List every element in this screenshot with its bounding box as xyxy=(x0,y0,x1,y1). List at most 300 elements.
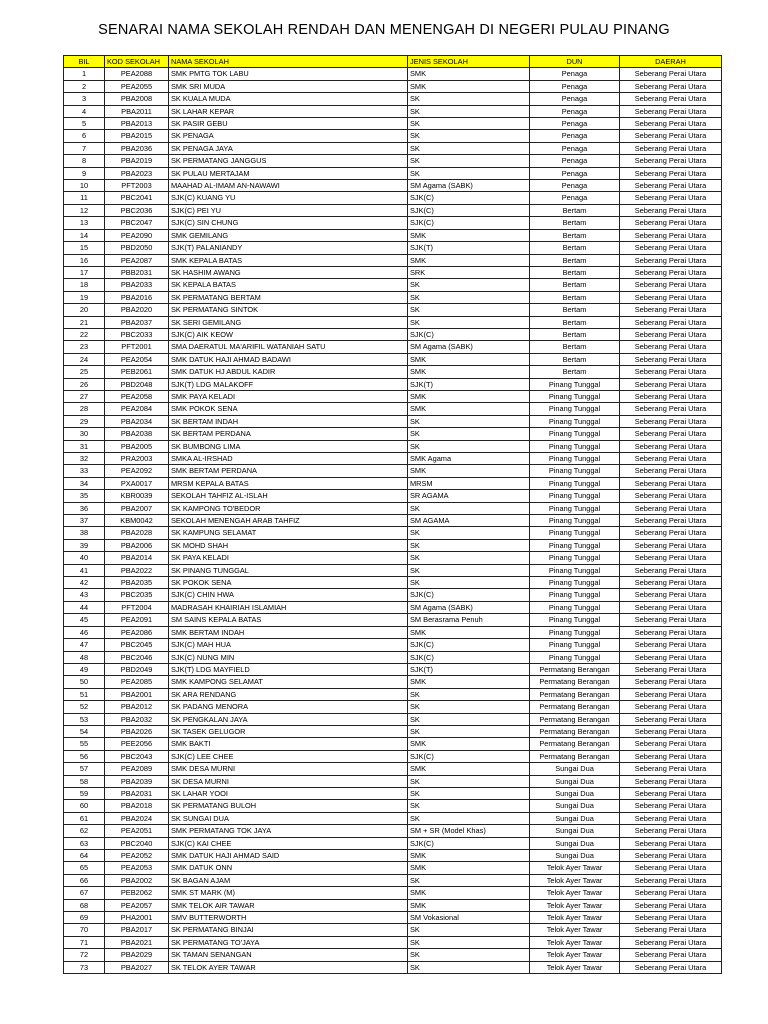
table-row xyxy=(64,353,722,365)
cell-bil: 7 xyxy=(64,142,105,154)
cell-nama-sekolah: SMK BAKTI xyxy=(169,738,408,750)
cell-dun: Telok Ayer Tawar xyxy=(530,862,620,874)
cell-kod-sekolah: PEA2087 xyxy=(105,254,169,266)
cell-kod-sekolah: PEE2056 xyxy=(105,738,169,750)
cell-nama-sekolah: SJK(C) KAI CHEE xyxy=(169,837,408,849)
table-row xyxy=(64,229,722,241)
cell-kod-sekolah: PEA2084 xyxy=(105,403,169,415)
cell-daerah: Seberang Perai Utara xyxy=(620,539,722,551)
cell-nama-sekolah: SMK DATUK ONN xyxy=(169,862,408,874)
table-row xyxy=(64,961,722,973)
cell-bil: 49 xyxy=(64,663,105,675)
table-row xyxy=(64,750,722,762)
cell-dun: Permatang Berangan xyxy=(530,725,620,737)
cell-kod-sekolah: PBC2045 xyxy=(105,639,169,651)
cell-kod-sekolah: PBA2035 xyxy=(105,577,169,589)
table-row xyxy=(64,899,722,911)
cell-dun: Bertam xyxy=(530,316,620,328)
page-title: SENARAI NAMA SEKOLAH RENDAH DAN MENENGAH DI NEGERI PULAU PINANG xyxy=(98,22,670,38)
cell-dun: Pinang Tunggal xyxy=(530,564,620,576)
cell-jenis-sekolah: SK xyxy=(408,279,530,291)
cell-daerah: Seberang Perai Utara xyxy=(620,105,722,117)
cell-bil: 46 xyxy=(64,626,105,638)
cell-dun: Sungai Dua xyxy=(530,837,620,849)
cell-jenis-sekolah: SK xyxy=(408,527,530,539)
cell-daerah: Seberang Perai Utara xyxy=(620,502,722,514)
cell-nama-sekolah: SMK BERTAM PERDANA xyxy=(169,465,408,477)
cell-jenis-sekolah: SK xyxy=(408,701,530,713)
cell-jenis-sekolah: SJK(C) xyxy=(408,589,530,601)
cell-daerah: Seberang Perai Utara xyxy=(620,837,722,849)
cell-daerah: Seberang Perai Utara xyxy=(620,601,722,613)
cell-bil: 28 xyxy=(64,403,105,415)
cell-daerah: Seberang Perai Utara xyxy=(620,961,722,973)
cell-kod-sekolah: PEA2085 xyxy=(105,676,169,688)
cell-bil: 50 xyxy=(64,676,105,688)
table-row xyxy=(64,192,722,204)
cell-dun: Pinang Tunggal xyxy=(530,527,620,539)
cell-bil: 71 xyxy=(64,936,105,948)
cell-kod-sekolah: PBC2043 xyxy=(105,750,169,762)
cell-kod-sekolah: KBR0039 xyxy=(105,490,169,502)
cell-dun: Bertam xyxy=(530,366,620,378)
cell-daerah: Seberang Perai Utara xyxy=(620,390,722,402)
cell-bil: 47 xyxy=(64,639,105,651)
cell-daerah: Seberang Perai Utara xyxy=(620,167,722,179)
cell-nama-sekolah: SK PULAU MERTAJAM xyxy=(169,167,408,179)
cell-jenis-sekolah: SJK(C) xyxy=(408,192,530,204)
cell-daerah: Seberang Perai Utara xyxy=(620,701,722,713)
cell-kod-sekolah: PEA2088 xyxy=(105,68,169,80)
cell-kod-sekolah: PBA2020 xyxy=(105,304,169,316)
table-row xyxy=(64,601,722,613)
cell-nama-sekolah: SK BERTAM INDAH xyxy=(169,415,408,427)
cell-nama-sekolah: SMK TELOK AIR TAWAR xyxy=(169,899,408,911)
cell-dun: Penaga xyxy=(530,142,620,154)
table-row xyxy=(64,701,722,713)
cell-jenis-sekolah: SMK Agama xyxy=(408,453,530,465)
cell-dun: Pinang Tunggal xyxy=(530,453,620,465)
cell-kod-sekolah: PBC2033 xyxy=(105,328,169,340)
table-row xyxy=(64,775,722,787)
cell-jenis-sekolah: SK xyxy=(408,874,530,886)
cell-dun: Penaga xyxy=(530,68,620,80)
cell-nama-sekolah: SK PERMATANG BULOH xyxy=(169,800,408,812)
cell-daerah: Seberang Perai Utara xyxy=(620,80,722,92)
cell-daerah: Seberang Perai Utara xyxy=(620,291,722,303)
cell-nama-sekolah: SK PADANG MENORA xyxy=(169,701,408,713)
cell-nama-sekolah: SMK POKOK SENA xyxy=(169,403,408,415)
cell-dun: Telok Ayer Tawar xyxy=(530,887,620,899)
cell-jenis-sekolah: SK xyxy=(408,142,530,154)
cell-dun: Pinang Tunggal xyxy=(530,539,620,551)
cell-kod-sekolah: PEB2061 xyxy=(105,366,169,378)
cell-jenis-sekolah: SK xyxy=(408,725,530,737)
cell-nama-sekolah: SK PENAGA xyxy=(169,130,408,142)
cell-bil: 57 xyxy=(64,763,105,775)
cell-bil: 62 xyxy=(64,825,105,837)
cell-jenis-sekolah: SK xyxy=(408,924,530,936)
cell-daerah: Seberang Perai Utara xyxy=(620,589,722,601)
cell-dun: Bertam xyxy=(530,242,620,254)
cell-jenis-sekolah: SK xyxy=(408,415,530,427)
table-row xyxy=(64,515,722,527)
cell-nama-sekolah: SK KEPALA BATAS xyxy=(169,279,408,291)
cell-jenis-sekolah: SMK xyxy=(408,68,530,80)
cell-nama-sekolah: SK PERMATANG SINTOK xyxy=(169,304,408,316)
cell-daerah: Seberang Perai Utara xyxy=(620,725,722,737)
cell-bil: 61 xyxy=(64,812,105,824)
cell-daerah: Seberang Perai Utara xyxy=(620,639,722,651)
cell-daerah: Seberang Perai Utara xyxy=(620,515,722,527)
cell-jenis-sekolah: SJK(C) xyxy=(408,837,530,849)
cell-nama-sekolah: SK BERTAM PERDANA xyxy=(169,428,408,440)
cell-jenis-sekolah: SK xyxy=(408,812,530,824)
cell-nama-sekolah: SK DESA MURNI xyxy=(169,775,408,787)
cell-daerah: Seberang Perai Utara xyxy=(620,229,722,241)
cell-jenis-sekolah: SK xyxy=(408,775,530,787)
cell-nama-sekolah: MRSM KEPALA BATAS xyxy=(169,477,408,489)
cell-bil: 52 xyxy=(64,701,105,713)
table-row xyxy=(64,614,722,626)
cell-kod-sekolah: PBA2028 xyxy=(105,527,169,539)
cell-nama-sekolah: SK POKOK SENA xyxy=(169,577,408,589)
cell-daerah: Seberang Perai Utara xyxy=(620,180,722,192)
table-row xyxy=(64,204,722,216)
cell-kod-sekolah: PBA2036 xyxy=(105,142,169,154)
table-row xyxy=(64,130,722,142)
cell-jenis-sekolah: SK xyxy=(408,118,530,130)
cell-bil: 30 xyxy=(64,428,105,440)
cell-daerah: Seberang Perai Utara xyxy=(620,763,722,775)
cell-jenis-sekolah: SK xyxy=(408,130,530,142)
cell-jenis-sekolah: SMK xyxy=(408,763,530,775)
cell-dun: Bertam xyxy=(530,341,620,353)
table-row xyxy=(64,328,722,340)
cell-jenis-sekolah: SK xyxy=(408,167,530,179)
table-row xyxy=(64,552,722,564)
table-row xyxy=(64,725,722,737)
cell-nama-sekolah: SK TAMAN SENANGAN xyxy=(169,949,408,961)
cell-kod-sekolah: PBA2012 xyxy=(105,701,169,713)
cell-nama-sekolah: SMK KEPALA BATAS xyxy=(169,254,408,266)
cell-bil: 1 xyxy=(64,68,105,80)
cell-jenis-sekolah: SJK(T) xyxy=(408,378,530,390)
cell-jenis-sekolah: SK xyxy=(408,787,530,799)
cell-bil: 5 xyxy=(64,118,105,130)
cell-jenis-sekolah: SMK xyxy=(408,390,530,402)
cell-bil: 8 xyxy=(64,155,105,167)
cell-nama-sekolah: SMA DAERATUL MA'ARIFIL WATANIAH SATU xyxy=(169,341,408,353)
cell-dun: Penaga xyxy=(530,93,620,105)
cell-bil: 59 xyxy=(64,787,105,799)
header-nama-sekolah: NAMA SEKOLAH xyxy=(169,56,408,68)
cell-daerah: Seberang Perai Utara xyxy=(620,93,722,105)
cell-kod-sekolah: PBA2007 xyxy=(105,502,169,514)
cell-jenis-sekolah: SK xyxy=(408,949,530,961)
table-row xyxy=(64,800,722,812)
cell-daerah: Seberang Perai Utara xyxy=(620,453,722,465)
table-row xyxy=(64,279,722,291)
table-row xyxy=(64,80,722,92)
cell-jenis-sekolah: SMK xyxy=(408,899,530,911)
table-row xyxy=(64,936,722,948)
table-row xyxy=(64,589,722,601)
cell-jenis-sekolah: SMK xyxy=(408,80,530,92)
cell-nama-sekolah: SMK DESA MURNI xyxy=(169,763,408,775)
cell-daerah: Seberang Perai Utara xyxy=(620,328,722,340)
table-row xyxy=(64,837,722,849)
cell-kod-sekolah: PBC2035 xyxy=(105,589,169,601)
cell-daerah: Seberang Perai Utara xyxy=(620,738,722,750)
cell-nama-sekolah: SMK PMTG TOK LABU xyxy=(169,68,408,80)
table-row xyxy=(64,378,722,390)
cell-nama-sekolah: SK TASEK GELUGOR xyxy=(169,725,408,737)
cell-kod-sekolah: PBA2017 xyxy=(105,924,169,936)
cell-kod-sekolah: PBA2006 xyxy=(105,539,169,551)
cell-dun: Telok Ayer Tawar xyxy=(530,899,620,911)
cell-daerah: Seberang Perai Utara xyxy=(620,936,722,948)
table-row xyxy=(64,949,722,961)
cell-nama-sekolah: SJK(C) MAH HUA xyxy=(169,639,408,651)
cell-kod-sekolah: PBA2023 xyxy=(105,167,169,179)
cell-dun: Bertam xyxy=(530,217,620,229)
cell-kod-sekolah: PEA2086 xyxy=(105,626,169,638)
cell-nama-sekolah: SK PENAGA JAYA xyxy=(169,142,408,154)
cell-nama-sekolah: SK PAYA KELADI xyxy=(169,552,408,564)
cell-bil: 18 xyxy=(64,279,105,291)
cell-daerah: Seberang Perai Utara xyxy=(620,440,722,452)
cell-dun: Telok Ayer Tawar xyxy=(530,936,620,948)
table-row xyxy=(64,440,722,452)
cell-daerah: Seberang Perai Utara xyxy=(620,341,722,353)
cell-bil: 4 xyxy=(64,105,105,117)
cell-daerah: Seberang Perai Utara xyxy=(620,614,722,626)
cell-dun: Telok Ayer Tawar xyxy=(530,949,620,961)
cell-dun: Bertam xyxy=(530,229,620,241)
cell-dun: Permatang Berangan xyxy=(530,676,620,688)
cell-nama-sekolah: SK KAMPUNG SELAMAT xyxy=(169,527,408,539)
table-row xyxy=(64,453,722,465)
cell-jenis-sekolah: SK xyxy=(408,428,530,440)
cell-daerah: Seberang Perai Utara xyxy=(620,663,722,675)
cell-bil: 19 xyxy=(64,291,105,303)
cell-kod-sekolah: PEA2058 xyxy=(105,390,169,402)
cell-daerah: Seberang Perai Utara xyxy=(620,527,722,539)
cell-nama-sekolah: SMK SRI MUDA xyxy=(169,80,408,92)
cell-kod-sekolah: PFT2004 xyxy=(105,601,169,613)
cell-bil: 38 xyxy=(64,527,105,539)
cell-bil: 35 xyxy=(64,490,105,502)
table-row xyxy=(64,812,722,824)
cell-kod-sekolah: PBA2034 xyxy=(105,415,169,427)
cell-daerah: Seberang Perai Utara xyxy=(620,651,722,663)
cell-daerah: Seberang Perai Utara xyxy=(620,577,722,589)
cell-bil: 39 xyxy=(64,539,105,551)
cell-dun: Pinang Tunggal xyxy=(530,477,620,489)
cell-nama-sekolah: SK SERI GEMILANG xyxy=(169,316,408,328)
cell-dun: Pinang Tunggal xyxy=(530,589,620,601)
cell-daerah: Seberang Perai Utara xyxy=(620,552,722,564)
table-row xyxy=(64,266,722,278)
table-row xyxy=(64,688,722,700)
cell-bil: 20 xyxy=(64,304,105,316)
cell-jenis-sekolah: SK xyxy=(408,291,530,303)
cell-daerah: Seberang Perai Utara xyxy=(620,366,722,378)
cell-jenis-sekolah: SJK(T) xyxy=(408,663,530,675)
table-row xyxy=(64,862,722,874)
cell-dun: Pinang Tunggal xyxy=(530,601,620,613)
cell-jenis-sekolah: SR AGAMA xyxy=(408,490,530,502)
cell-bil: 53 xyxy=(64,713,105,725)
table-row xyxy=(64,924,722,936)
cell-bil: 24 xyxy=(64,353,105,365)
cell-daerah: Seberang Perai Utara xyxy=(620,155,722,167)
cell-bil: 11 xyxy=(64,192,105,204)
cell-jenis-sekolah: SMK xyxy=(408,366,530,378)
table-row xyxy=(64,428,722,440)
school-table xyxy=(63,55,722,974)
cell-jenis-sekolah: SK xyxy=(408,936,530,948)
cell-nama-sekolah: SK PINANG TUNGGAL xyxy=(169,564,408,576)
cell-jenis-sekolah: SMK xyxy=(408,887,530,899)
cell-bil: 45 xyxy=(64,614,105,626)
table-row xyxy=(64,539,722,551)
cell-kod-sekolah: PBA2026 xyxy=(105,725,169,737)
table-row xyxy=(64,180,722,192)
cell-bil: 67 xyxy=(64,887,105,899)
table-row xyxy=(64,341,722,353)
cell-nama-sekolah: SJK(T) LDG MAYFIELD xyxy=(169,663,408,675)
cell-kod-sekolah: PEA2057 xyxy=(105,899,169,911)
table-row xyxy=(64,155,722,167)
cell-jenis-sekolah: SMK xyxy=(408,626,530,638)
cell-dun: Pinang Tunggal xyxy=(530,639,620,651)
cell-kod-sekolah: PBC2036 xyxy=(105,204,169,216)
cell-daerah: Seberang Perai Utara xyxy=(620,825,722,837)
table-row xyxy=(64,663,722,675)
cell-dun: Penaga xyxy=(530,180,620,192)
cell-bil: 14 xyxy=(64,229,105,241)
table-row xyxy=(64,527,722,539)
cell-kod-sekolah: PBA2039 xyxy=(105,775,169,787)
cell-nama-sekolah: MADRASAH KHAIRIAH ISLAMIAH xyxy=(169,601,408,613)
cell-dun: Permatang Berangan xyxy=(530,701,620,713)
cell-bil: 54 xyxy=(64,725,105,737)
cell-daerah: Seberang Perai Utara xyxy=(620,217,722,229)
table-row xyxy=(64,874,722,886)
cell-kod-sekolah: PEA2051 xyxy=(105,825,169,837)
cell-jenis-sekolah: SJK(C) xyxy=(408,328,530,340)
cell-jenis-sekolah: SK xyxy=(408,440,530,452)
cell-nama-sekolah: SM SAINS KEPALA BATAS xyxy=(169,614,408,626)
cell-kod-sekolah: PEB2062 xyxy=(105,887,169,899)
header-daerah: DAERAH xyxy=(620,56,722,68)
cell-dun: Bertam xyxy=(530,304,620,316)
cell-jenis-sekolah: SK xyxy=(408,564,530,576)
cell-bil: 55 xyxy=(64,738,105,750)
cell-kod-sekolah: PBA2031 xyxy=(105,787,169,799)
cell-nama-sekolah: SK HASHIM AWANG xyxy=(169,266,408,278)
cell-dun: Penaga xyxy=(530,167,620,179)
cell-dun: Sungai Dua xyxy=(530,787,620,799)
cell-nama-sekolah: SK BAGAN AJAM xyxy=(169,874,408,886)
cell-nama-sekolah: SMK GEMILANG xyxy=(169,229,408,241)
cell-dun: Pinang Tunggal xyxy=(530,428,620,440)
cell-jenis-sekolah: SM Agama (SABK) xyxy=(408,341,530,353)
cell-daerah: Seberang Perai Utara xyxy=(620,874,722,886)
cell-dun: Pinang Tunggal xyxy=(530,465,620,477)
cell-dun: Telok Ayer Tawar xyxy=(530,912,620,924)
cell-nama-sekolah: SK PENGKALAN JAYA xyxy=(169,713,408,725)
cell-bil: 2 xyxy=(64,80,105,92)
table-row xyxy=(64,291,722,303)
cell-dun: Bertam xyxy=(530,353,620,365)
cell-bil: 56 xyxy=(64,750,105,762)
cell-kod-sekolah: PBA2018 xyxy=(105,800,169,812)
cell-dun: Sungai Dua xyxy=(530,775,620,787)
cell-nama-sekolah: SK PERMATANG TO'JAYA xyxy=(169,936,408,948)
cell-dun: Bertam xyxy=(530,291,620,303)
cell-kod-sekolah: PBA2038 xyxy=(105,428,169,440)
cell-bil: 21 xyxy=(64,316,105,328)
cell-jenis-sekolah: SMK xyxy=(408,403,530,415)
cell-jenis-sekolah: SJK(T) xyxy=(408,242,530,254)
cell-dun: Pinang Tunggal xyxy=(530,403,620,415)
cell-nama-sekolah: SJK(C) KUANG YU xyxy=(169,192,408,204)
cell-jenis-sekolah: SJK(C) xyxy=(408,750,530,762)
header-row xyxy=(64,56,722,68)
cell-kod-sekolah: PBA2015 xyxy=(105,130,169,142)
cell-bil: 68 xyxy=(64,899,105,911)
table-row xyxy=(64,502,722,514)
cell-daerah: Seberang Perai Utara xyxy=(620,465,722,477)
cell-kod-sekolah: PBA2029 xyxy=(105,949,169,961)
cell-dun: Telok Ayer Tawar xyxy=(530,874,620,886)
cell-daerah: Seberang Perai Utara xyxy=(620,403,722,415)
cell-nama-sekolah: SJK(C) SIN CHUNG xyxy=(169,217,408,229)
cell-jenis-sekolah: SMK xyxy=(408,862,530,874)
cell-dun: Pinang Tunggal xyxy=(530,651,620,663)
cell-bil: 22 xyxy=(64,328,105,340)
cell-nama-sekolah: SJK(C) PEI YU xyxy=(169,204,408,216)
cell-daerah: Seberang Perai Utara xyxy=(620,192,722,204)
table-row xyxy=(64,390,722,402)
cell-dun: Permatang Berangan xyxy=(530,663,620,675)
cell-nama-sekolah: SK ARA RENDANG xyxy=(169,688,408,700)
cell-daerah: Seberang Perai Utara xyxy=(620,787,722,799)
cell-kod-sekolah: PBC2041 xyxy=(105,192,169,204)
cell-daerah: Seberang Perai Utara xyxy=(620,378,722,390)
cell-dun: Pinang Tunggal xyxy=(530,626,620,638)
cell-bil: 15 xyxy=(64,242,105,254)
cell-daerah: Seberang Perai Utara xyxy=(620,118,722,130)
cell-kod-sekolah: PBA2014 xyxy=(105,552,169,564)
table-row xyxy=(64,415,722,427)
table-row xyxy=(64,564,722,576)
cell-nama-sekolah: SMK DATUK HAJI AHMAD BADAWI xyxy=(169,353,408,365)
cell-bil: 34 xyxy=(64,477,105,489)
cell-bil: 25 xyxy=(64,366,105,378)
cell-jenis-sekolah: SM + SR (Model Khas) xyxy=(408,825,530,837)
cell-jenis-sekolah: SJK(C) xyxy=(408,217,530,229)
cell-bil: 12 xyxy=(64,204,105,216)
cell-daerah: Seberang Perai Utara xyxy=(620,862,722,874)
cell-daerah: Seberang Perai Utara xyxy=(620,279,722,291)
table-row xyxy=(64,366,722,378)
cell-kod-sekolah: PBB2031 xyxy=(105,266,169,278)
table-row xyxy=(64,626,722,638)
